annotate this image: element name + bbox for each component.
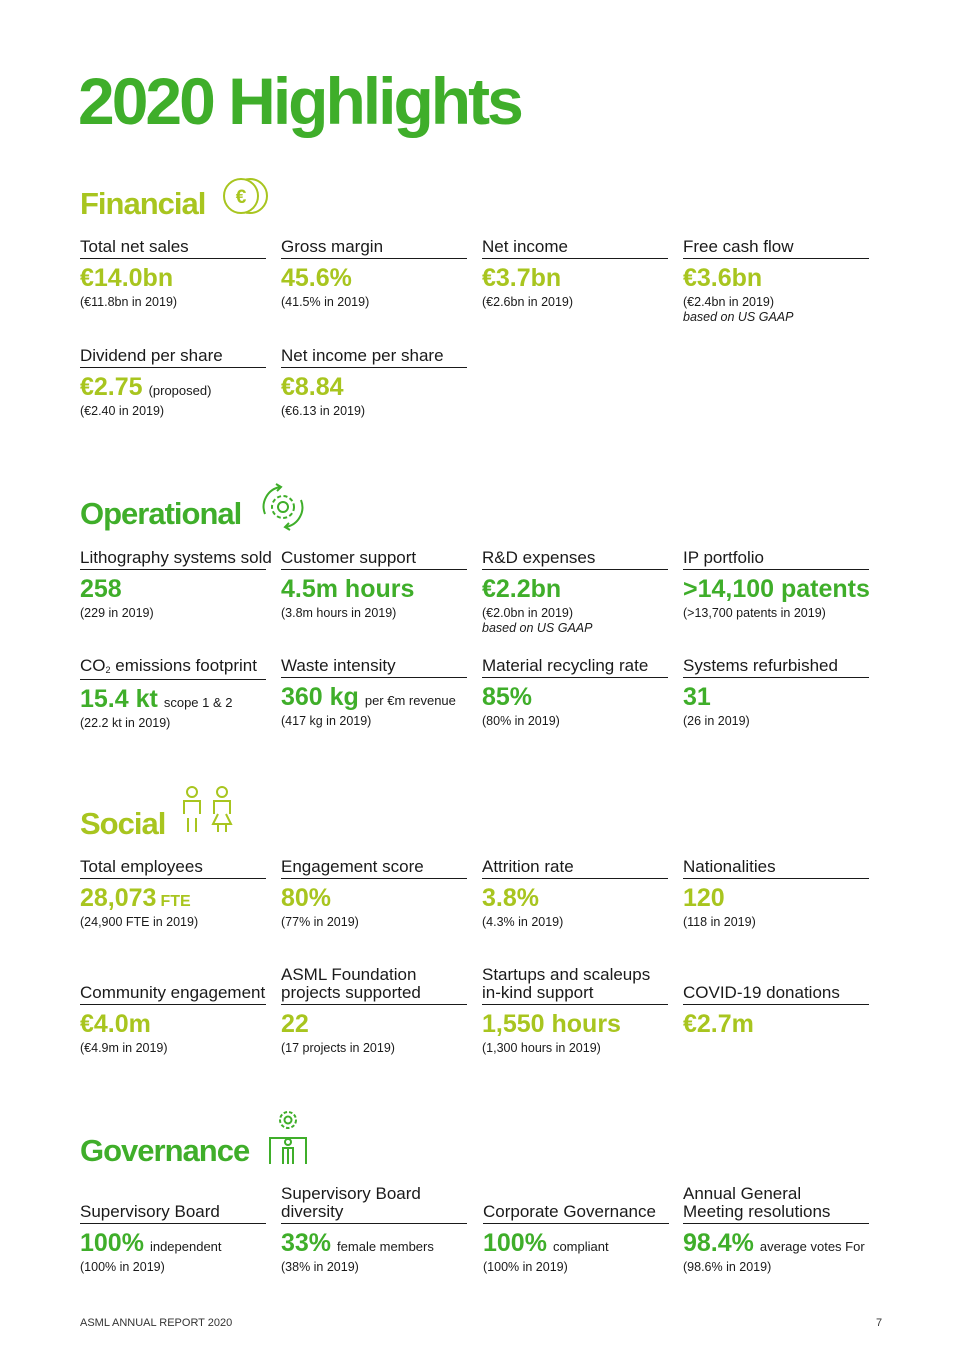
metric-note: (€4.9m in 2019) [80,1041,168,1055]
metric-value: €2.2bn [482,575,562,603]
page-number: 7 [876,1317,883,1329]
metric-label-line1: Supervisory Board [281,1184,421,1203]
metric-value: 258 [80,575,122,603]
governance-icon [266,1106,310,1166]
metric-note: (€2.4bn in 2019) [683,295,775,309]
metric-label-line1: ASML Foundation [281,965,417,984]
metric-value: €3.7bn [482,264,562,292]
metric-note: (1,300 hours in 2019) [482,1041,601,1055]
metric-note-basis: based on US GAAP [683,310,794,324]
metric-suffix: scope 1 & 2 [163,695,233,710]
footer-report-name: ASML ANNUAL REPORT 2020 [80,1317,233,1329]
metric-suffix: compliant [552,1239,609,1254]
metric-value: €2.75 [80,373,143,401]
metric-label: Lithography systems sold [80,549,266,570]
metric-value: 45.6% [281,264,352,292]
metric-label-line2: projects supported [281,983,421,1002]
metric-label [80,657,266,680]
metric-note: (77% in 2019) [281,915,359,929]
metric-label: Supervisory Board [80,1203,266,1224]
metric-label [482,966,668,1005]
metric-value: 98.4% [683,1229,754,1257]
metric-note: (100% in 2019) [80,1260,165,1274]
metric-suffix: independent [149,1239,222,1254]
metric-engagement-score [281,858,467,930]
metric-customer-support [281,549,467,621]
metric-note: (22.2 kt in 2019) [80,716,171,730]
section-title-operational: Operational [80,496,242,531]
metric-label [281,1185,467,1224]
metric-note: (26 in 2019) [683,714,750,728]
metric-agm-resolutions [683,1185,869,1275]
metric-label: R&D expenses [482,549,668,570]
metric-asml-foundation [281,966,467,1056]
metric-label: Free cash flow [683,238,869,259]
metric-value: €8.84 [281,373,344,401]
metric-covid-donations [683,984,869,1039]
metric-label: Material recycling rate [482,657,668,678]
metric-label: Customer support [281,549,467,570]
metric-attrition-rate [482,858,668,930]
metric-suffix: average votes For [759,1239,865,1254]
metric-note: (118 in 2019) [683,915,756,929]
metric-co2-emissions [80,657,266,731]
metric-note: (80% in 2019) [482,714,560,728]
metric-label: IP portfolio [683,549,869,570]
metric-value: >14,100 patents [683,575,870,603]
metric-note: (229 in 2019) [80,606,154,620]
metric-rd-expenses [482,549,668,636]
metric-nationalities [683,858,869,930]
metric-net-income-per-share [281,347,467,419]
emissions-label: emissions footprint [110,656,257,675]
metric-note: (€11.8bn in 2019) [80,295,178,309]
metric-note: (3.8m hours in 2019) [281,606,397,620]
metric-note: (€6.13 in 2019) [281,404,366,418]
metric-label-line1: Annual General [683,1184,802,1203]
metric-startups-support [482,966,668,1056]
metric-label [683,1185,869,1224]
metric-label: Net income per share [281,347,467,368]
metric-note: (>13,700 patents in 2019) [683,606,826,620]
people-icon [180,784,236,836]
metric-note: (€2.6bn in 2019) [482,295,574,309]
metric-note: (100% in 2019) [483,1260,568,1274]
metric-waste-intensity [281,657,467,729]
metric-label: Engagement score [281,858,467,879]
metric-label: Systems refurbished [683,657,869,678]
metric-dividend-per-share [80,347,266,419]
metric-label: Nationalities [683,858,869,879]
metric-value: 120 [683,884,725,912]
metric-value: 33% [281,1229,332,1257]
metric-label: Attrition rate [482,858,668,879]
metric-value: 100% [80,1229,144,1257]
metric-systems-refurbished [683,657,869,729]
metric-note: (€2.40 in 2019) [80,404,165,418]
metric-value: 3.8% [482,884,539,912]
metric-total-net-sales [80,238,266,310]
metric-note: (98.6% in 2019) [683,1260,772,1274]
metric-note: (38% in 2019) [281,1260,359,1274]
metric-value: €2.7m [683,1010,754,1038]
co2-subscript: 2 [105,665,111,675]
metric-value: €14.0bn [80,264,174,292]
metric-value: 1,550 hours [482,1010,621,1038]
euro-glyph: € [235,187,247,208]
metric-note: (24,900 FTE in 2019) [80,915,199,929]
metric-label-line1: Startups and scaleups [482,965,651,984]
metric-note: (€2.0bn in 2019) [482,606,574,620]
metric-note: (417 kg in 2019) [281,714,372,728]
metric-label: Total net sales [80,238,266,259]
metric-community-engagement [80,984,266,1056]
metric-label: Net income [482,238,668,259]
metric-material-recycling-rate [482,657,668,729]
metric-note: (4.3% in 2019) [482,915,564,929]
section-title-social: Social [80,806,166,841]
metric-value: 15.4 kt [80,685,158,713]
metric-ip-portfolio [683,549,869,621]
metric-suffix: per €m revenue [364,693,456,708]
metric-value: 85% [482,683,533,711]
metric-value: 28,073 [80,884,157,912]
section-title-governance: Governance [80,1133,250,1168]
metric-value: €3.6bn [683,264,763,292]
metric-label: Corporate Governance [483,1203,669,1224]
metric-value: 4.5m hours [281,575,415,603]
metric-lithography-systems-sold [80,548,272,621]
metric-label: COVID-19 donations [683,984,869,1005]
metric-total-employees [80,858,266,930]
page-title: 2020 Highlights [78,64,521,138]
metric-suffix: (proposed) [148,383,212,398]
metric-supervisory-board [80,1203,266,1275]
metric-note-basis: based on US GAAP [482,621,593,635]
metric-note: (41.5% in 2019) [281,295,370,309]
metric-label: Waste intensity [281,657,467,678]
metric-suffix: FTE [160,893,191,910]
metric-label [281,966,467,1005]
section-title-financial: Financial [80,186,206,221]
metric-supervisory-board-diversity [281,1185,467,1275]
metric-free-cash-flow [683,238,869,325]
metric-corporate-governance [483,1203,669,1275]
metric-value: 100% [483,1229,547,1257]
metric-value: 31 [683,683,711,711]
gear-cycle-icon [256,480,310,534]
metric-value: €4.0m [80,1010,151,1038]
metric-value: 22 [281,1010,309,1038]
metric-value: 80% [281,884,332,912]
metric-label-line2: Meeting resolutions [683,1202,831,1221]
metric-suffix: female members [337,1239,434,1254]
metric-value: 360 kg [281,683,359,711]
metric-note: (17 projects in 2019) [281,1041,395,1055]
metric-label: Community engagement [80,984,266,1005]
metric-gross-margin [281,238,467,310]
co2-label: CO [80,656,106,675]
metric-label-line2: diversity [281,1202,344,1221]
metric-label-line2: in-kind support [482,983,594,1002]
metric-net-income [482,238,668,310]
metric-label: Total employees [80,858,266,879]
euro-coins-icon [220,172,274,226]
metric-label: Gross margin [281,238,467,259]
metric-label: Dividend per share [80,347,266,368]
